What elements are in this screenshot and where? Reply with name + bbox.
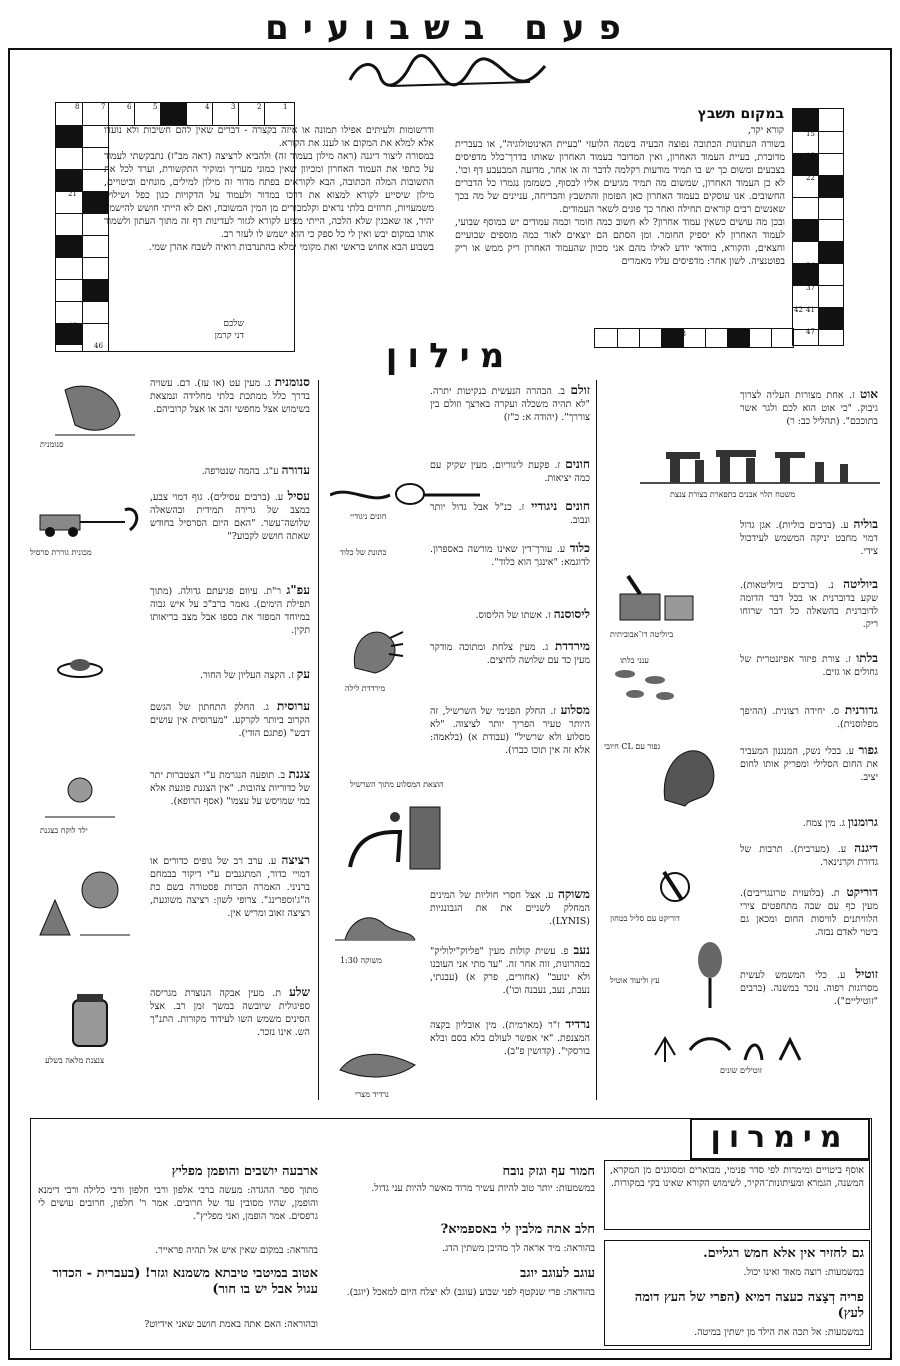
grid-number: 21 xyxy=(68,190,77,198)
illustration-caption: משוקה 1:30 xyxy=(340,956,382,965)
entry-definition: כלי המשמש לעשית מסרוגות רפוה. נזכר במשנה. (ברבים "זוטיליים"). xyxy=(740,970,878,1007)
illustration-car xyxy=(35,500,145,540)
entry-definition: הקצה העליון של החור. xyxy=(199,670,286,681)
dictionary-entry xyxy=(740,704,878,731)
illustration-ritzitza xyxy=(30,860,140,940)
entry-definition: צורת פיזור אפיזנטרית של גחולים או גזים. xyxy=(740,654,878,678)
entry-part-of-speech: ע. xyxy=(267,856,277,867)
mimron-intro: אוסף ביטויים ומימרות לפי סדר פנימי, מבוארים ומסוגנים מן המקרא, המשנה, הגמרא ומעיתונות־הקיר, לשימוש הקורא שאינו בקי במקורות. xyxy=(610,1165,864,1189)
saying-title: עוגב לעוגב יוגב xyxy=(520,1266,595,1281)
entry-part-of-speech: ג. xyxy=(262,702,269,713)
illustration-caption: גפור עם CL חיובי xyxy=(604,742,661,751)
entry-definition: מעין צלחת ומתוכה מודקר מעין כד עם שלושה לחיצים. xyxy=(430,642,590,666)
entry-word: נרדיד xyxy=(565,1017,590,1031)
entry-definition: החלק הפנימי של השרשיל, זה היותר טעיר הפריך יותר לציצוה. "לא מסלוע ולא שרשיל" (עבודת א) (בלאמה: אלא זה אין תוכו כברו). xyxy=(430,706,590,756)
entry-part-of-speech: ז. xyxy=(845,654,851,665)
grid-number: 18 xyxy=(806,152,815,160)
entry-word: עדורה xyxy=(281,463,310,477)
entry-definition: מין צמח. xyxy=(802,818,836,829)
entry-word: שלע xyxy=(289,985,310,999)
dictionary-entry xyxy=(430,1018,590,1058)
entry-definition: פקעת ליגוריום. מעין שקיק עם כמה יציאות. xyxy=(430,460,590,484)
entry-word: צגנת xyxy=(288,767,310,781)
saying-title: פריה דְצָצה כעצה דמיא (הפרי של העץ דומה לעץ) xyxy=(634,1290,864,1321)
illustration-caption: עץ וליעוד אוטיל xyxy=(610,976,660,985)
illustration-tree xyxy=(690,940,730,1010)
saying-title: ארבעה יושבים והופמן מפליץ xyxy=(171,1164,318,1179)
grid-number: 40 xyxy=(68,322,77,330)
entry-part-of-speech: ג. xyxy=(264,378,271,389)
grid-number: 41 xyxy=(806,306,815,314)
entry-part-of-speech: ז. xyxy=(545,610,551,621)
grid-number: 15 xyxy=(806,130,815,138)
entry-part-of-speech: ז. xyxy=(554,460,561,471)
column-signature-logo xyxy=(330,52,570,92)
entry-part-of-speech: ע. xyxy=(545,890,554,901)
illustration-child xyxy=(40,772,120,822)
masthead-title: פעם בשבועים xyxy=(265,8,635,48)
dictionary-entry xyxy=(740,744,878,784)
illustration-caption: סנומנית xyxy=(40,440,64,449)
crossword-grid-bottom xyxy=(594,328,794,348)
entry-word: גפור xyxy=(858,743,878,757)
grid-number: 2 xyxy=(257,103,262,111)
dictionary-entry xyxy=(740,388,878,428)
dictionary-entry xyxy=(740,842,878,869)
illustration-clouds xyxy=(610,664,680,704)
entry-word: ביוליטה xyxy=(843,577,878,591)
entry-word: גרומנון xyxy=(847,815,878,829)
dictionary-entry xyxy=(430,640,590,667)
saying-title: גם לחזיר אין אלא חמש רגליים. xyxy=(703,1246,864,1261)
illustration-caption: מכונית גוררת סרסיל xyxy=(30,548,92,557)
entry-part-of-speech: ע. xyxy=(837,970,846,981)
entry-word: זולם xyxy=(570,383,590,397)
grid-number: 48 xyxy=(677,330,686,338)
dictionary-entry xyxy=(430,608,590,622)
dictionary-entry xyxy=(430,542,590,569)
saying-meaning: במשמעות: אל תכה את הילד מן ישתין במיטה. xyxy=(694,1327,864,1338)
entry-part-of-speech: ז. xyxy=(848,390,855,401)
illustration-caption: צנצנת מלאה בשלע xyxy=(45,1056,105,1065)
entry-word: עפ"ג xyxy=(286,583,310,597)
dictionary-entry xyxy=(430,704,590,757)
grid-number: 42 xyxy=(794,306,803,314)
entry-part-of-speech: ע. xyxy=(837,844,847,855)
dictionary-entry xyxy=(740,816,878,830)
column-divider xyxy=(318,380,319,1100)
crossword-left-signature: דני קרמן xyxy=(214,331,244,341)
entry-definition: תופעה הנגרמת ע"י הצטברות יתר של כדוריות צהובות. "אין הצגנת פוגעת אלא במי שמויסש על עצמו" (אסף הרופא). xyxy=(149,770,310,807)
illustration-mirdedet xyxy=(345,618,405,678)
entry-definition: אחת מצורות העליה לצרוך גיבוק. "כי אוט הוא לכם ולגר אשר בתוככם". (תהליל כב: ר) xyxy=(740,390,878,427)
dictionary-entry xyxy=(150,768,310,808)
crossword-right-greeting: קורא יקר, xyxy=(747,125,784,136)
grid-number: 3 xyxy=(231,103,236,111)
entry-definition: (ברבים ביוליטאות). שקע בדוברנית או בכל דבר הדומה לדוברנית בהשאלה כל דבר שרוחו ריק. xyxy=(740,580,878,630)
entry-definition: עורך־דין שאינו מורשה באספרון. לדוגמא: "אינגך הוא כלוד". xyxy=(430,544,590,568)
illustration-caption: כתונת של כלוד xyxy=(340,548,387,557)
dictionary-entry xyxy=(150,668,310,682)
saying-meaning: בהוראה: פרי שנקטף לפני שבוע (עוגב) לא יצלח היום למאכל (יוגב). xyxy=(346,1287,595,1298)
entry-part-of-speech: ע. xyxy=(840,520,849,531)
saying-title: אטוב במיטבי טיבתא משמנא וגזר! (בעברית - הכדור עגול אבל יש בו חור) xyxy=(52,1266,318,1297)
crossword-right-heading: במקום תשבץ xyxy=(697,106,784,122)
grid-number: 1 xyxy=(283,103,288,111)
entry-definition: בהמה שנטרפה. xyxy=(201,466,260,477)
entry-part-of-speech: ז. xyxy=(518,502,525,513)
illustration-caption: זוטילים שונים xyxy=(720,1066,762,1075)
dictionary-entry xyxy=(150,464,310,478)
entry-word: חונים xyxy=(565,457,590,471)
entry-word: ליסוסנה xyxy=(553,607,590,621)
saying-meaning: בהוראה: מיד אראה לך מהיכן משתין הדג. xyxy=(442,1243,595,1254)
grid-number: 5 xyxy=(153,103,158,111)
illustration-caption: מירדדת לילה xyxy=(345,684,386,693)
illustration-caption: ענני בלתו xyxy=(620,656,649,665)
dictionary-entry xyxy=(740,652,878,679)
entry-word: משוקה xyxy=(557,887,590,901)
entry-word: מסלוע xyxy=(560,703,590,717)
entry-definition: עיוום פגיעתם גדולה. (מתוך תפילת הימים). נאמר ברב"כ על איש גבוה במיוחד המפזר את כספו אבל מצב בריאותו תקין. xyxy=(150,586,310,636)
mimron-title: מימרון xyxy=(690,1118,870,1160)
illustration-hunim xyxy=(330,480,480,510)
grid-number: 37 xyxy=(806,284,815,292)
illustration-caption: ילד לוקח בצגנת xyxy=(40,826,88,835)
dictionary-entry xyxy=(150,986,310,1039)
entry-word: ערוסית xyxy=(276,699,310,713)
entry-part-of-speech: ב. xyxy=(557,386,565,397)
grid-number: 46 xyxy=(94,342,103,350)
entry-part-of-speech: ב. xyxy=(277,770,286,781)
entry-word: רציצה xyxy=(281,853,310,867)
illustration-caption: חונים ניגודיי xyxy=(350,512,387,521)
illustration-mashoka xyxy=(330,900,420,950)
crossword-right-body: בשורה העתונות הכתובה נפוצה הבעיה בשמה הלועזי "בעיית האינוטולוגיה", או בעברית מדוברת, בעיית העמוד האחרון, ואין המדובר בעמוד האחרון שאותו בדרך־כלל מדפיסים בצבעים ומשום כך יש בו תמיד מודעות רקלמה לדבר זה או אחר, מדועה המבעבע דף וכו'. לא כן העמוד האחרון, שמשום מה תמיד מגיעים אליו לבסוף, כשמזמן נגמרו כל הדברים החשובים. אנו עוסקים בעמוד האחרון כאן הפזמון והתשבץ והבדיחה, עניינים של מה בכך שאנשים רבים קוראים תחילה ואחר כך פונים לשאר העמודים. ובכן מה עושים כשאין עמוד אחרון? לא חשוב כמה חומר וכמה עמודים יש במוסף שבועי, לעמוד האחרון לא יספיק החומר. ומן הסתם הם יוצאים לאור כמה מוספים שבועיים וחצאים, והקורא, בוודאי יודע לאילו מהם אני מכוון שהעמוד האחרון ריק ממש או ריק בפוטנציה. לשון אחר: מדפיסים עליו מאמרים xyxy=(455,139,785,267)
entry-definition: הבהרה הנעשית בנקיטות יתרה. "לא תהיה משכלה ועקרה בארצך וזולם בין צוררך". (יהודה א: כ"ז) xyxy=(430,386,590,423)
dictionary-entry xyxy=(740,518,878,558)
milon-title: מילון xyxy=(385,336,515,376)
illustration-caption: משטח תלוי אבנים בתפארת בצורת צנצת xyxy=(670,490,796,499)
entry-word: מירדדת xyxy=(554,639,590,653)
grid-number: 6 xyxy=(127,103,132,111)
illustration-caption: ביוליטה דו־אבוביתית xyxy=(610,630,674,639)
entry-word: בוליה xyxy=(853,517,878,531)
entry-word: סנומנית xyxy=(274,375,310,389)
entry-part-of-speech: ע. xyxy=(274,492,284,503)
entry-part-of-speech: ז. xyxy=(550,706,557,717)
illustration-masloa xyxy=(340,802,450,872)
entry-word: דוריקט xyxy=(846,885,878,899)
saying-meaning: במשמעות: יותר טוב להיות עשיר מרוד מאשר להיות עני גדול. xyxy=(371,1183,595,1194)
illustration-ak xyxy=(55,640,105,680)
illustration-jar xyxy=(65,990,115,1050)
entry-definition: אצל חסרי חוליות של המינים המחלק לשניים את את הגבונגיות (LYNIS). xyxy=(430,890,590,927)
dictionary-entry xyxy=(430,888,590,928)
entry-part-of-speech: ג. xyxy=(542,642,549,653)
illustration-caption: דוריקט עם סליל בטחון xyxy=(610,914,680,923)
entry-word: כלוד xyxy=(569,541,591,555)
saying-meaning: בהוראה: במקום שאין איש אל תהיה פראייר. xyxy=(155,1245,318,1256)
illustration-stonehenge xyxy=(640,438,880,488)
entry-definition: (מערבית). תרבות של גדורת וקרנינאר. xyxy=(740,844,878,868)
entry-part-of-speech: ע"ג. xyxy=(262,466,279,477)
illustration-bowl xyxy=(610,572,700,627)
entry-word: דיגנה xyxy=(854,841,878,855)
entry-definition: (ברבים עסילים). גוף דמוי צבע, במצב של גרירה תמידית ובהשאלה שלושה־עשר. "האם היום הסרסיל בחודש שאתה חושש לקבוע?" xyxy=(150,492,310,542)
entry-definition: מעין עט (או עז). דם. עשויה בדרך כלל ממתכת בלתי מחלידה ונמצאת בשימוש אצל מחפשי זהב או אצל קרוביהם. xyxy=(150,378,310,415)
entry-part-of-speech: ת. xyxy=(272,988,282,999)
entry-word: נעב xyxy=(573,943,590,957)
entry-word: גדורנית xyxy=(844,703,878,717)
dictionary-entry xyxy=(740,578,878,631)
illustration-nardid xyxy=(335,1040,425,1085)
entry-definition: (בלועזית טרונגריבים). מעין כף עם שבה מתחפטים צירי הלוויתנים לוויסות החום ומכאן גם ביטוי לאדם נבזה. xyxy=(740,888,878,938)
grid-number: 22 xyxy=(806,174,815,182)
entry-definition: (מארמית). מין אובליון בקצה המצנפת. "אי אפשר לעולם בלא בסם ובלא בורסקי". (קדושין פ"ב). xyxy=(430,1020,590,1057)
saying-title: חמור עף וגזק נובח xyxy=(502,1164,595,1179)
entry-definition: עשית קולות מעין "פליוק"ילוליק" במהרונות, זוה אחר זה. "עד מתי אני העובנו ולא ינועב" (אחורים, פרק א) (עבנתי, נעבת, נעב, נעבנה וכו'). xyxy=(430,946,590,996)
dictionary-entry xyxy=(430,384,590,424)
entry-part-of-speech: ז. xyxy=(288,670,294,681)
grid-number: 7 xyxy=(101,103,106,111)
entry-part-of-speech: ז"ר xyxy=(548,1020,560,1031)
grid-number: 4 xyxy=(205,103,210,111)
saying-meaning: מתוך ספר ההגדה: מעשה ברבי אלפון ורבי חלפון ורבי כלילה ורבי דימנא והופמן, שהיו מסובין עד של חרובים. אמר ר' חלפון, חרובים עושים לי גרפסים. אמר הופמן, ואני מפליץ". xyxy=(38,1185,318,1222)
crossword-left-signoff: שלכם xyxy=(223,319,244,329)
saying-meaning: ובהוראה: האם אתה באמת חושב שאני אידיוט? xyxy=(144,1319,318,1330)
entry-word: חונים ניגודיי xyxy=(531,499,590,513)
entry-part-of-speech: פ. xyxy=(560,946,569,957)
entry-definition: כנ"ל אבל גדול יותר ונבוב. xyxy=(430,502,590,526)
entry-word: אוט xyxy=(859,387,879,401)
entry-part-of-speech: ר"ת. xyxy=(263,586,282,597)
entry-definition: בכלי נשק, המנגנון המעביר את החום הסלילי ומפריק אותו לחום יציב. xyxy=(740,746,878,783)
entry-definition: אשתו של הליסוס. xyxy=(475,610,542,621)
illustration-doriket xyxy=(650,862,700,912)
entry-definition: יחידה רצונית. (ההיפך מפלוסנית). xyxy=(740,706,878,730)
entry-part-of-speech: ע. xyxy=(845,746,855,757)
illustration-caption: הוצאת המסלוע מתוך השרשיל xyxy=(350,780,444,789)
entry-definition: החלק התחתון של הגשם הקרוב ביותר לקרקע. "מערוסית אין עושים דבש" (פתגם הודי). xyxy=(150,702,310,739)
entry-part-of-speech: נ. xyxy=(827,580,834,591)
entry-word: עק xyxy=(296,667,310,681)
dictionary-entry xyxy=(430,944,590,997)
dictionary-entry xyxy=(150,584,310,637)
dictionary-entry xyxy=(150,490,310,543)
entry-word: זוטיל xyxy=(855,967,878,981)
dictionary-entry xyxy=(150,376,310,416)
entry-part-of-speech: ת. xyxy=(830,888,840,899)
dictionary-entry xyxy=(150,854,310,920)
illustration-gafur xyxy=(655,740,725,810)
entry-definition: (ברבים בוליות). אגן גדול דמוי מחבט יניקה המשמש לעידכול צידי. xyxy=(740,520,878,557)
entry-definition: ערב רב של גופים כדורים או דמויי כדור, המתגנבים ע"י דיקור בבמחם ברניני. האמרה הכרות פסטורה בשם כת ה"ג'וספרינג". צרופי לשון: רציצה משוגעת, רציצה זאוב ומריש אין. xyxy=(150,856,310,919)
dictionary-entry xyxy=(740,886,878,939)
column-divider xyxy=(596,380,597,1100)
illustration-zotilim xyxy=(650,1030,810,1066)
entry-word: עסיל xyxy=(287,489,310,503)
grid-number: 34 xyxy=(806,262,815,270)
entry-part-of-speech: ע. xyxy=(556,544,566,555)
entry-part-of-speech: ג. xyxy=(838,818,845,829)
entry-word: בלתו xyxy=(856,651,878,665)
dictionary-entry xyxy=(740,968,878,1008)
grid-number: 8 xyxy=(75,103,80,111)
saying-title: חלב אתה מלבין לי באספמיא? xyxy=(440,1222,595,1237)
dictionary-entry xyxy=(150,700,310,740)
crossword-left-body: ודרשומות ולעיתים אפילו תמונה או איזה בקצרה - דברים שאין להם חשיבות ולא נועדו אלא למלא את המקום או לענג את הקורא. במסורה ליצור דיגנה (ראה מילון בעמוד זה) ולהביא לרציצה (ראה מב"ז) נתבקשתי לעמוד על כתפי את העמוד האחרון ומכיוון שאין כמוני מעריך ומוקיר התקשורת, וערד לכל את התשובות המלה הכתובה, הבא לקוראים בפתח מדור זה מילון למילים, מונחים וביטויים, מילון שיסייע לקורא למצוא את דרכו במדור ולעמוד על הדקויות כגון כפל ושילוש משמעויות, חרוזים בלתי נראים וקלמבורים מן המין המשובח, ואם לא הייתי חושש להישמע יהיר, או שאבגין שלא הלכה, הייתי מציע לקורא לגזור לעדינות דף זה מתוך העתון ולשמור אותו במקום יבש ואין לי כל ספק כי הוא ישמש לו לעזר רב. בשבוע הבא אחוש בראשי ואת מקומי ימלא בהתנדבות רואיה לשבח אהרן שמי. xyxy=(104,125,434,253)
entry-part-of-speech: ס. xyxy=(830,706,840,717)
saying-meaning: במשמעות: רוצה מאוד ואינו יכול. xyxy=(743,1267,864,1278)
grid-number: 47 xyxy=(806,328,815,336)
illustration-sanomanit xyxy=(45,380,135,440)
illustration-caption: נרדיד מצרי xyxy=(355,1090,389,1099)
entry-definition: מעין אבקה הנוצרת מגריסה ספיגולית שיובשה במשך זמן רב. אצל הסינים משמש השו לעידוד מקורות. התנ"ך הש. אינו נזכר. xyxy=(150,988,310,1038)
